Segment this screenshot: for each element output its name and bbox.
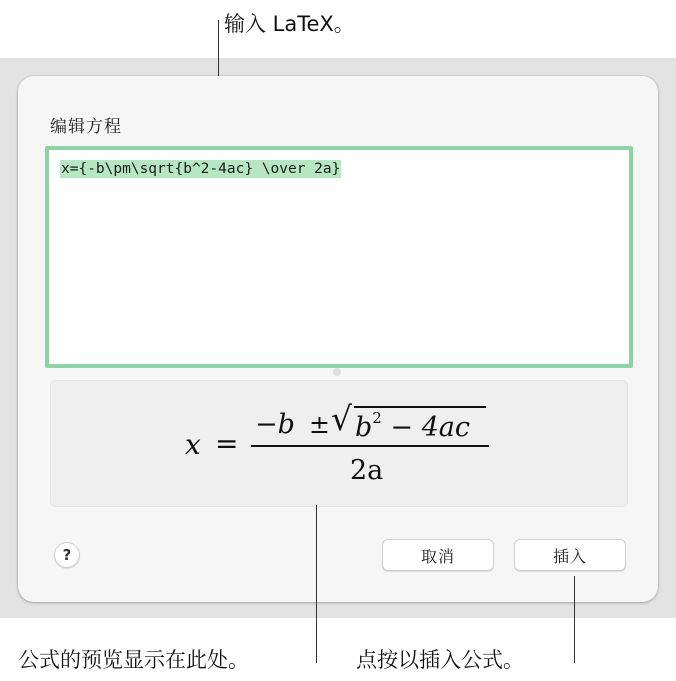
formula-equals: =	[215, 427, 239, 460]
equation-preview	[50, 380, 628, 507]
sqrt-vinculum	[354, 406, 486, 408]
callout-line-preview	[316, 505, 317, 663]
resize-handle[interactable]	[333, 368, 341, 376]
help-button[interactable]: ?	[54, 542, 80, 568]
plus-minus-sign: ±	[309, 410, 330, 439]
insert-button[interactable]: 插入	[514, 539, 626, 571]
dialog-title: 编辑方程	[50, 117, 122, 137]
latex-editor[interactable]	[45, 146, 633, 368]
radicand-rest: − 4ac	[381, 412, 471, 443]
radicand-base: b	[355, 412, 373, 443]
formula-denominator: 2a	[350, 455, 384, 486]
callout-preview-here: 公式的预览显示在此处。	[18, 648, 249, 672]
fraction-bar	[251, 445, 489, 447]
radicand	[355, 409, 470, 443]
latex-input-text[interactable]: x={-b\pm\sqrt{b^2-4ac} \over 2a}	[61, 161, 341, 177]
cancel-button[interactable]: 取消	[382, 539, 494, 571]
formula-lhs: x	[185, 428, 201, 461]
edit-equation-dialog	[18, 76, 658, 602]
sqrt-icon: √	[331, 399, 353, 438]
numerator-minus-b: −b	[255, 409, 295, 440]
quadratic-formula	[183, 399, 493, 491]
formula-numerator	[251, 401, 491, 441]
radicand-exponent: 2	[372, 409, 382, 427]
callout-enter-latex: 输入 LaTeX。	[224, 12, 355, 36]
callout-click-insert: 点按以插入公式。	[356, 648, 524, 672]
callout-line-insert	[574, 576, 575, 663]
